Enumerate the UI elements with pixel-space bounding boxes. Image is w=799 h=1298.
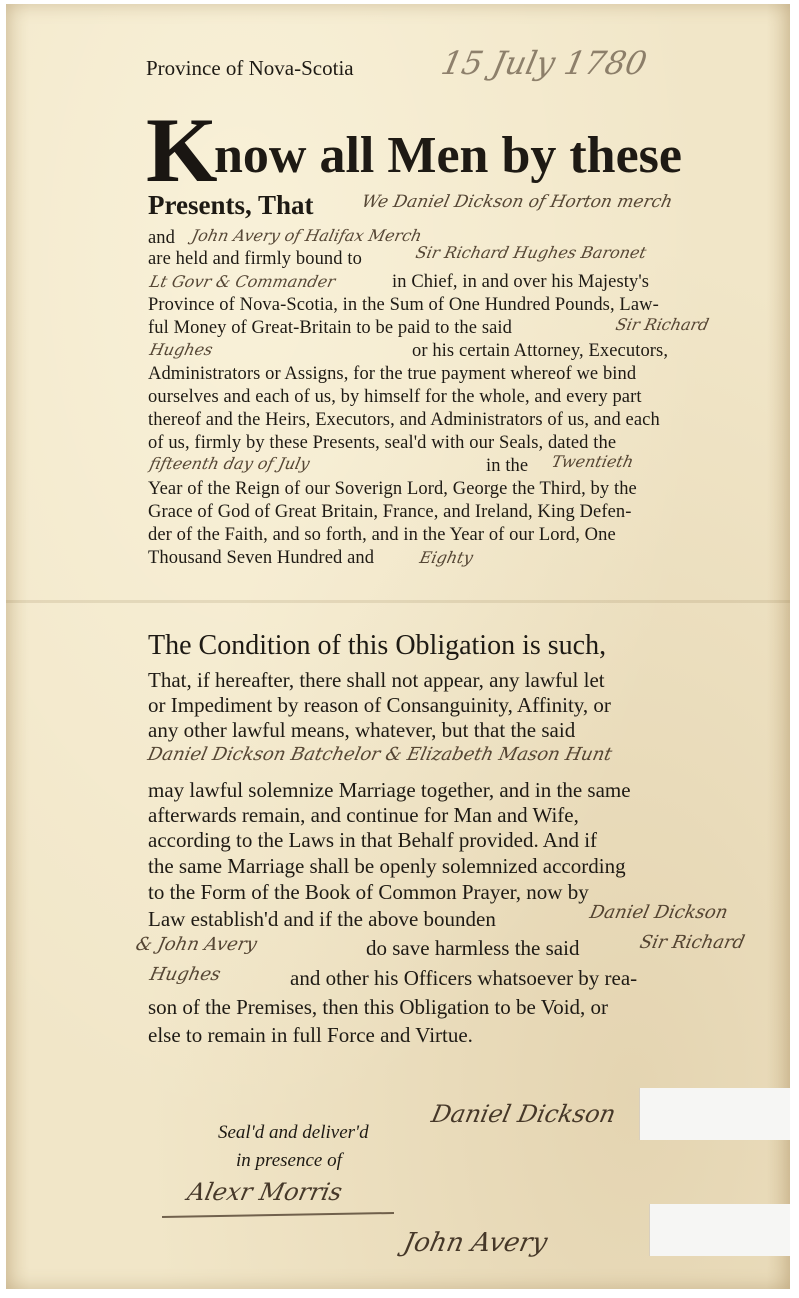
bond-line (148, 525, 616, 546)
printed-text: or his certain Attorney, Executors, (412, 341, 669, 361)
bond-line (148, 410, 660, 431)
handwritten-entry: Hughes (147, 964, 223, 985)
bond-line (148, 295, 659, 316)
condition-line: according to the Laws in that Behalf provided. And if (148, 828, 598, 852)
signer-signature-dickson: Daniel Dickson (429, 1100, 619, 1128)
handwritten-entry: Eighty (417, 548, 475, 567)
handwritten-entry: Twentieth (549, 452, 636, 471)
handwritten-entry: Sir Richard Hughes Baronet (413, 243, 649, 262)
bond-line (148, 548, 374, 569)
bond-line (148, 228, 175, 249)
condition-line: and other his Officers whatsoever by rea- (290, 966, 638, 990)
printed-text: of us, firmly by these Presents, seal'd with our Seals, dated the (148, 433, 617, 453)
printed-text: in Chief, in and over his Majesty's (392, 272, 650, 292)
title-dropcap: K (146, 99, 218, 201)
condition-line: son of the Premises, then this Obligation to be Void, or (148, 995, 609, 1019)
handwritten-date: 15 July 1780 (437, 44, 651, 82)
condition-line: That, if hereafter, there shall not appear, any lawful let (148, 668, 605, 692)
in-presence-text: in presence of (236, 1150, 342, 1171)
condition-line: to the Form of the Book of Common Prayer, now by (148, 880, 589, 904)
bond-line (148, 190, 314, 221)
paper-cutout-upper (639, 1088, 790, 1140)
printed-text: Administrators or Assigns, for the true payment whereof we bind (148, 364, 637, 384)
bond-line (148, 479, 637, 500)
handwritten-entry: Daniel Dickson (587, 902, 730, 923)
bond-line (392, 272, 649, 293)
province-heading: Province of Nova-Scotia (146, 56, 354, 80)
bond-line (148, 318, 512, 339)
paper-fold-crease (6, 600, 790, 603)
handwritten-entry: fifteenth day of July (147, 454, 312, 473)
printed-text: ful Money of Great-Britain to be paid to the said (148, 318, 513, 338)
condition-line: may lawful solemnize Marriage together, and in the same (148, 778, 631, 802)
condition-line: else to remain in full Force and Virtue. (148, 1023, 473, 1047)
bond-line (148, 433, 616, 454)
handwritten-entry: John Avery of Halifax Merch (189, 226, 424, 245)
condition-line: any other lawful means, whatever, but that the said (148, 718, 576, 742)
condition-heading: The Condition of this Obligation is such, (148, 630, 607, 661)
bond-line (486, 456, 528, 477)
condition-line: the same Marriage shall be openly solemnized according (148, 854, 626, 878)
printed-text: der of the Faith, and so forth, and in the Year of our Lord, One (148, 525, 616, 545)
handwritten-entry: Hughes (147, 340, 215, 359)
bond-line (148, 249, 362, 270)
bond-line (148, 387, 642, 408)
printed-text: Year of the Reign of our Soverign Lord, George the Third, by the (148, 479, 637, 499)
condition-line: afterwards remain, and continue for Man and Wife, (148, 803, 579, 827)
signer-signature-avery: John Avery (400, 1228, 550, 1258)
printed-text: thereof and the Heirs, Executors, and Administrators of us, and each (148, 410, 660, 430)
sealed-delivered-text: Seal'd and deliver'd (218, 1122, 369, 1143)
witness-signature: Alexr Morris (185, 1178, 345, 1206)
handwritten-names: Daniel Dickson Batchelor & Elizabeth Mason Hunt (145, 744, 614, 765)
printed-text: Province of Nova-Scotia, in the Sum of One Hundred Pounds, Law- (148, 295, 659, 315)
printed-text: Grace of God of Great Britain, France, and Ireland, King Defen- (148, 502, 632, 522)
printed-text: Presents, That (148, 190, 314, 220)
handwritten-entry: & John Avery (133, 934, 259, 955)
handwritten-entry: We Daniel Dickson of Horton merch (359, 192, 675, 212)
printed-text: ourselves and each of us, by himself for the whole, and every part (148, 387, 642, 407)
printed-text: are held and firmly bound to (148, 249, 362, 269)
bond-line (148, 364, 636, 385)
printed-text: in the (486, 456, 529, 476)
handwritten-entry: Sir Richard (637, 932, 747, 953)
condition-line: do save harmless the said (366, 936, 580, 960)
handwritten-entry: Sir Richard (613, 315, 711, 334)
bond-line (148, 502, 632, 523)
document-title: now all Men by these (214, 127, 682, 184)
paper-cutout-lower (649, 1204, 790, 1256)
condition-line: Law establish'd and if the above bounden (148, 907, 496, 931)
condition-line: or Impediment by reason of Consanguinity, Affinity, or (148, 693, 611, 717)
bond-line (412, 341, 668, 362)
printed-text: and (148, 228, 176, 248)
handwritten-entry: Lt Govr & Commander (147, 272, 338, 291)
printed-text: Thousand Seven Hundred and (148, 548, 375, 568)
